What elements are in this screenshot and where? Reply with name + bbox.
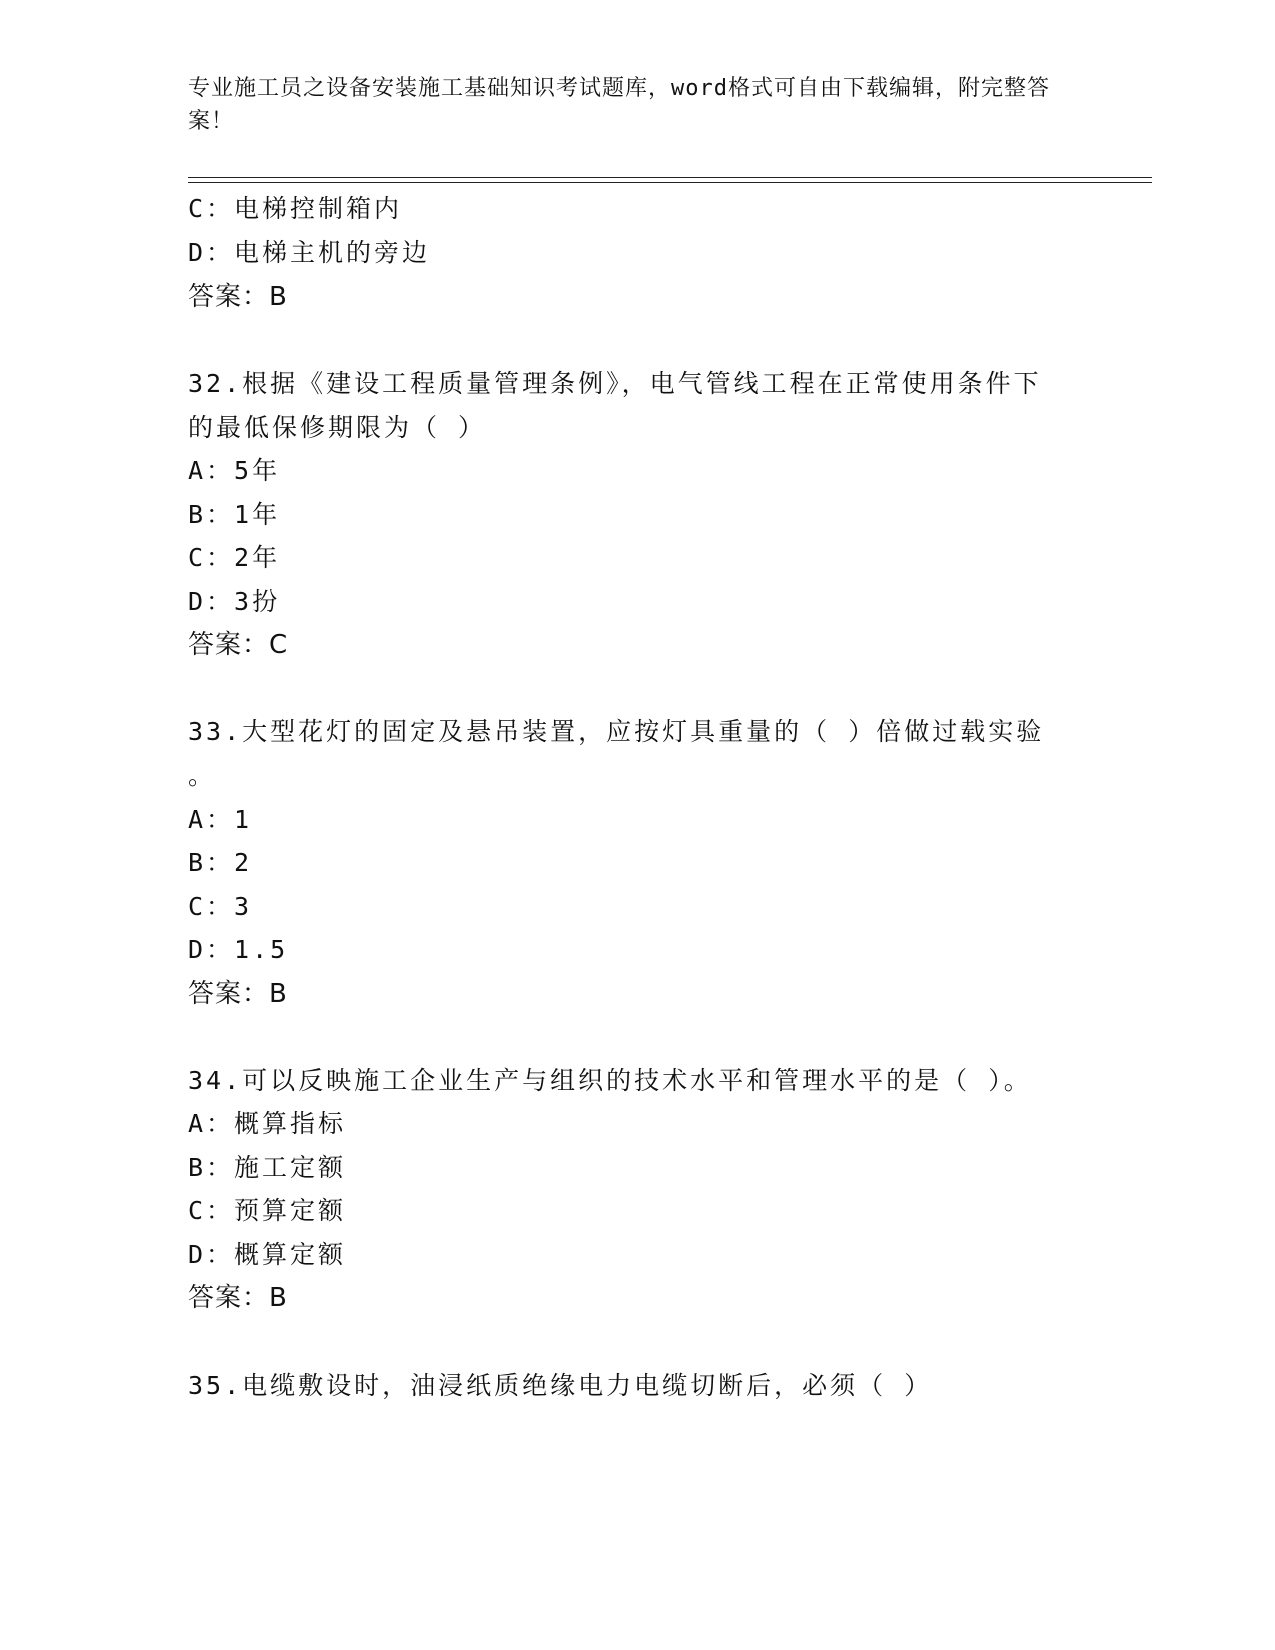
- header-divider-top: [188, 177, 1152, 178]
- header-divider-bottom: [188, 182, 1152, 183]
- answer: 答案：C: [188, 630, 289, 660]
- option-b: B：2: [188, 848, 253, 877]
- answer: 答案：B: [188, 1283, 288, 1313]
- question-stem: 35.电缆敷设时，油浸纸质绝缘电力电缆切断后，必须（ ）: [188, 1371, 933, 1400]
- option-d: D：电梯主机的旁边: [188, 238, 431, 267]
- question-stem: 。: [188, 761, 217, 790]
- option-c: C：电梯控制箱内: [188, 194, 403, 223]
- option-d: D：3扮: [188, 587, 281, 616]
- option-b: B：施工定额: [188, 1153, 347, 1182]
- question-stem: 的最低保修期限为（ ）: [188, 413, 487, 442]
- option-d: D：1.5: [188, 935, 289, 964]
- option-a: A：5年: [188, 456, 281, 485]
- answer: 答案：B: [188, 282, 288, 312]
- question-stem: 33.大型花灯的固定及悬吊装置，应按灯具重量的（ ）倍做过载实验: [188, 717, 1045, 746]
- option-c: C：3: [188, 892, 253, 921]
- page-header: 专业施工员之设备安装施工基础知识考试题库，word格式可自由下载编辑，附完整答案！: [188, 76, 1050, 134]
- option-c: C：预算定额: [188, 1196, 347, 1225]
- question-stem: 32.根据《建设工程质量管理条例》，电气管线工程在正常使用条件下: [188, 369, 1042, 398]
- option-d: D：概算定额: [188, 1240, 347, 1269]
- answer: 答案：B: [188, 979, 288, 1009]
- option-a: A：概算指标: [188, 1109, 347, 1138]
- option-b: B：1年: [188, 500, 281, 529]
- option-c: C：2年: [188, 543, 281, 572]
- question-stem: 34.可以反映施工企业生产与组织的技术水平和管理水平的是（ ）。: [188, 1066, 1032, 1095]
- option-a: A：1: [188, 805, 253, 834]
